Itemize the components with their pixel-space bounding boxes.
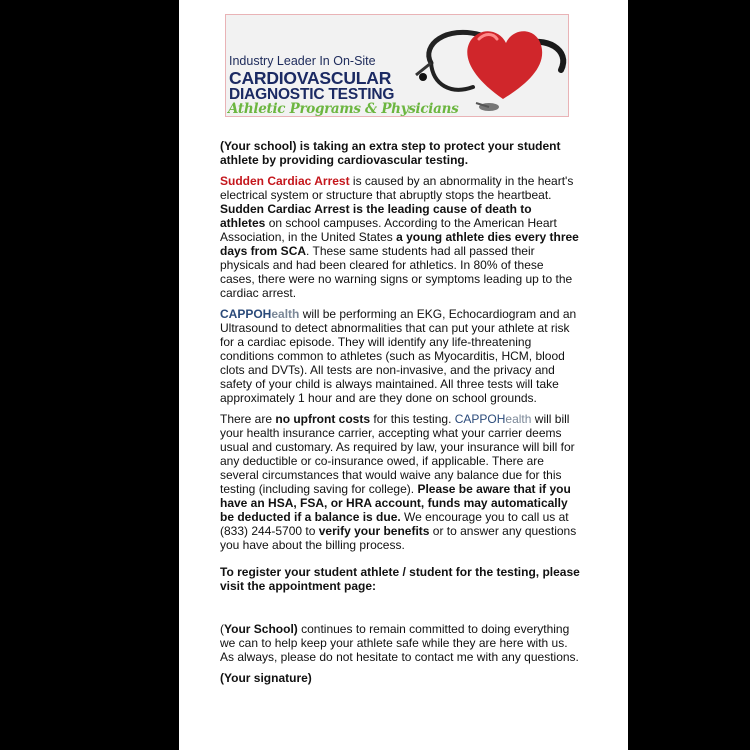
signature-paragraph	[220, 671, 580, 685]
verify-benefits: verify your benefits	[318, 524, 430, 538]
billing-paragraph	[220, 412, 580, 552]
sca-statistic: a young athlete dies every three days from SCA	[220, 230, 579, 258]
brand-name-inline	[455, 412, 532, 426]
intro-paragraph	[220, 139, 580, 167]
testing-paragraph	[220, 307, 580, 405]
intro-text: (Your school) is taking an extra step to protect your student athlete by providing cardiovascular testing.	[220, 139, 561, 167]
banner-title-1: CARDIOVASCULAR	[229, 68, 392, 88]
brand-name	[220, 307, 299, 321]
billing-text-4: We encourage you to call us at (833) 244-5700 to	[220, 510, 569, 538]
your-school: Your School)	[224, 622, 298, 636]
closing-text: continues to remain committed to doing everything we can to help keep your athlete safe while they are here with us. As always, please do not hesitate to contact me with any questions.	[220, 622, 579, 664]
brand-rest: ealth	[271, 307, 300, 321]
letter-body	[220, 139, 580, 692]
header-banner	[225, 14, 569, 117]
brand-strong: CAPPOH	[454, 412, 506, 426]
closing-paragraph	[220, 622, 580, 664]
billing-text-5: or to answer any questions you have about the billing process.	[220, 524, 577, 552]
register-paragraph	[220, 565, 580, 593]
banner-title-2: DIAGNOSTIC TESTING	[229, 86, 395, 103]
register-text: To register your student athlete / student for the testing, please visit the appointment page:	[220, 565, 580, 593]
sca-text-1: is caused by an abnormality in the heart's electrical system or structure that abruptly stops the heartbeat.	[220, 174, 574, 202]
sca-text-3: . These same students had all passed their physicals and had been cleared for athletics. In 80% of these cases, there were no warning signs or symptoms leading up to the cardiac arrest.	[220, 244, 573, 300]
billing-text-1: There are	[220, 412, 276, 426]
closing-paren: (	[220, 622, 224, 636]
no-upfront-costs: no upfront costs	[275, 412, 371, 426]
billing-text-2: for this testing.	[370, 412, 455, 426]
sca-text-2: on school campuses. According to the American Heart Association, in the United States	[220, 216, 557, 244]
testing-text: will be performing an EKG, Echocardiogram and an Ultrasound to detect abnormalities that can put your athlete at risk for a cardiac episode. They will identify any life-threatening conditions common to athletes (such as Myocarditis, HCM, blood clots and DVTs). All tests are non-invasive, and the privacy and safety of your child is always maintained. All three tests will take approximately 1 hour and are they done on school grounds.	[220, 307, 577, 405]
brand-strong: CAPPOH	[220, 307, 272, 321]
sca-paragraph	[220, 174, 580, 300]
hsa-warning: Please be aware that if you have an HSA, FSA, or HRA account, funds may automatically be deducted if a balance is due.	[220, 482, 571, 524]
banner-subtitle: Athletic Programs & Physicians	[228, 101, 459, 117]
brand-rest: ealth	[505, 412, 532, 426]
document-page	[179, 0, 628, 750]
sca-leading-cause: Sudden Cardiac Arrest is the leading cause of death to athletes	[220, 202, 532, 230]
billing-text-3: will bill your health insurance carrier, accepting what your carrier deems usual and customary. As required by law, your insurance will bill for any deductible or co-insurance owed, if applicable. There are several circumstances that would waive any balance due for this testing (including saving for college).	[220, 412, 575, 496]
banner-tagline: Industry Leader In On-Site	[229, 54, 376, 68]
signature-text: (Your signature)	[220, 671, 312, 685]
sca-term: Sudden Cardiac Arrest	[220, 174, 350, 188]
